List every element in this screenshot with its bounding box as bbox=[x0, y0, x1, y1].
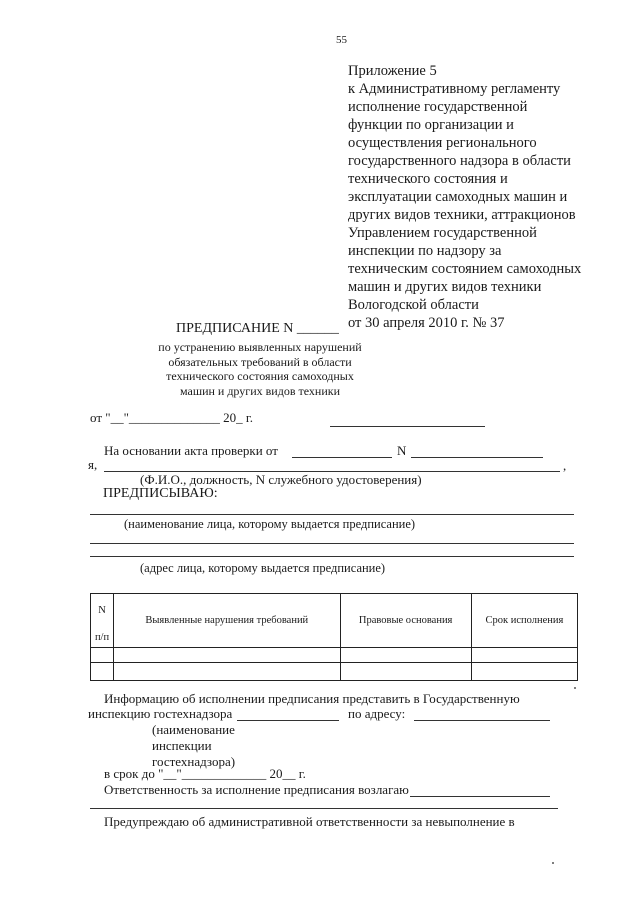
violations-table bbox=[90, 593, 578, 681]
prescription-subtitle-line: технического состояния самоходных bbox=[166, 369, 354, 383]
inspection-name-line[interactable] bbox=[237, 720, 339, 721]
appendix-line: инспекции по надзору за bbox=[348, 243, 502, 259]
fio-caption: (Ф.И.О., должность, N служебного удостоверения) bbox=[140, 472, 422, 487]
prescription-subtitle-line: машин и других видов техники bbox=[179, 383, 340, 398]
prescription-subtitle bbox=[150, 340, 370, 398]
warning-text: Предупреждаю об административной ответственности за невыполнение в bbox=[104, 814, 515, 829]
responsible-line-1[interactable] bbox=[410, 796, 550, 797]
recipient-name-line[interactable] bbox=[90, 514, 574, 515]
prescription-title: ПРЕДПИСАНИЕ N ______ bbox=[176, 321, 339, 336]
table-row bbox=[91, 663, 578, 681]
appendix-line: Управлением государственной bbox=[348, 225, 537, 241]
inspection-caption-line: инспекции bbox=[152, 738, 212, 753]
prescription-subtitle-line: обязательных требований в области bbox=[168, 354, 352, 369]
appendix-line: государственного надзора в области bbox=[348, 153, 571, 169]
inspection-address-line[interactable] bbox=[414, 720, 550, 721]
appendix-line: Приложение 5 bbox=[348, 63, 437, 79]
appendix-line: осуществления регионального bbox=[348, 135, 537, 151]
appendix-line: техническим состоянием самоходных bbox=[348, 261, 582, 277]
table-cell[interactable] bbox=[114, 663, 340, 681]
info-line-2-label: инспекцию гостехнадзора bbox=[88, 706, 233, 721]
appendix-line: к Административному регламенту bbox=[348, 81, 561, 97]
inspection-caption-line: (наименование bbox=[152, 722, 235, 737]
table-header-number: N bbox=[91, 594, 114, 628]
date-field[interactable]: от "__"______________ 20_ г. bbox=[90, 410, 253, 425]
place-line[interactable] bbox=[330, 426, 485, 427]
appendix-line: функции по организации и bbox=[348, 117, 514, 133]
prescribe-label: ПРЕДПИСЫВАЮ: bbox=[103, 486, 218, 501]
appendix-line: от 30 апреля 2010 г. № 37 bbox=[348, 315, 505, 331]
act-number-label: N bbox=[397, 443, 407, 458]
scan-mark bbox=[552, 862, 554, 864]
deadline-field[interactable]: в срок до "__"_____________ 20__ г. bbox=[104, 766, 306, 781]
fio-comma: , bbox=[563, 458, 567, 473]
table-header-violations: Выявленные нарушения требований bbox=[114, 594, 340, 648]
recipient-address-line-1[interactable] bbox=[90, 543, 574, 544]
table-cell[interactable] bbox=[91, 663, 114, 681]
prescription-subtitle-line: по устранению выявленных нарушений bbox=[158, 340, 362, 354]
recipient-address-line-2[interactable] bbox=[90, 556, 574, 557]
info-line-1: Информацию об исполнении предписания представить в Государственную bbox=[104, 691, 520, 706]
address-label: по адресу: bbox=[348, 706, 406, 721]
appendix-line: Вологодской области bbox=[348, 297, 479, 313]
appendix-line: эксплуатации самоходных машин и bbox=[348, 189, 568, 205]
table-cell[interactable] bbox=[114, 648, 340, 663]
appendix-line: исполнение государственной bbox=[348, 99, 528, 115]
appendix-line: других видов техники, аттракционов bbox=[348, 207, 576, 223]
i-label: я, bbox=[88, 457, 98, 472]
recipient-address-caption: (адрес лица, которому выдается предписание) bbox=[140, 561, 386, 575]
table-cell[interactable] bbox=[471, 648, 577, 663]
basis-label: На основании акта проверки от bbox=[104, 443, 278, 458]
scan-mark bbox=[574, 687, 576, 689]
page-number: 55 bbox=[336, 34, 347, 46]
table-cell[interactable] bbox=[340, 663, 471, 681]
responsible-line-2[interactable] bbox=[90, 808, 558, 809]
table-header-np: п/п bbox=[91, 628, 114, 648]
table-header-legal-basis: Правовые основания bbox=[340, 594, 471, 648]
table-cell[interactable] bbox=[471, 663, 577, 681]
inspection-caption-line: гостехнадзора) bbox=[152, 754, 236, 769]
table-cell[interactable] bbox=[340, 648, 471, 663]
appendix-line: технического состояния и bbox=[348, 171, 508, 187]
inspection-caption bbox=[152, 722, 235, 770]
responsibility-label: Ответственность за исполнение предписания возлагаю bbox=[104, 782, 409, 797]
table-row bbox=[91, 648, 578, 663]
recipient-name-caption: (наименование лица, которому выдается предписание) bbox=[124, 517, 416, 531]
appendix-block bbox=[348, 62, 581, 332]
table-header-deadline: Срок исполнения bbox=[471, 594, 577, 648]
act-number-line[interactable] bbox=[411, 457, 543, 458]
act-date-line[interactable] bbox=[292, 457, 392, 458]
appendix-line: машин и других видов техники bbox=[348, 279, 542, 295]
table-cell[interactable] bbox=[91, 648, 114, 663]
